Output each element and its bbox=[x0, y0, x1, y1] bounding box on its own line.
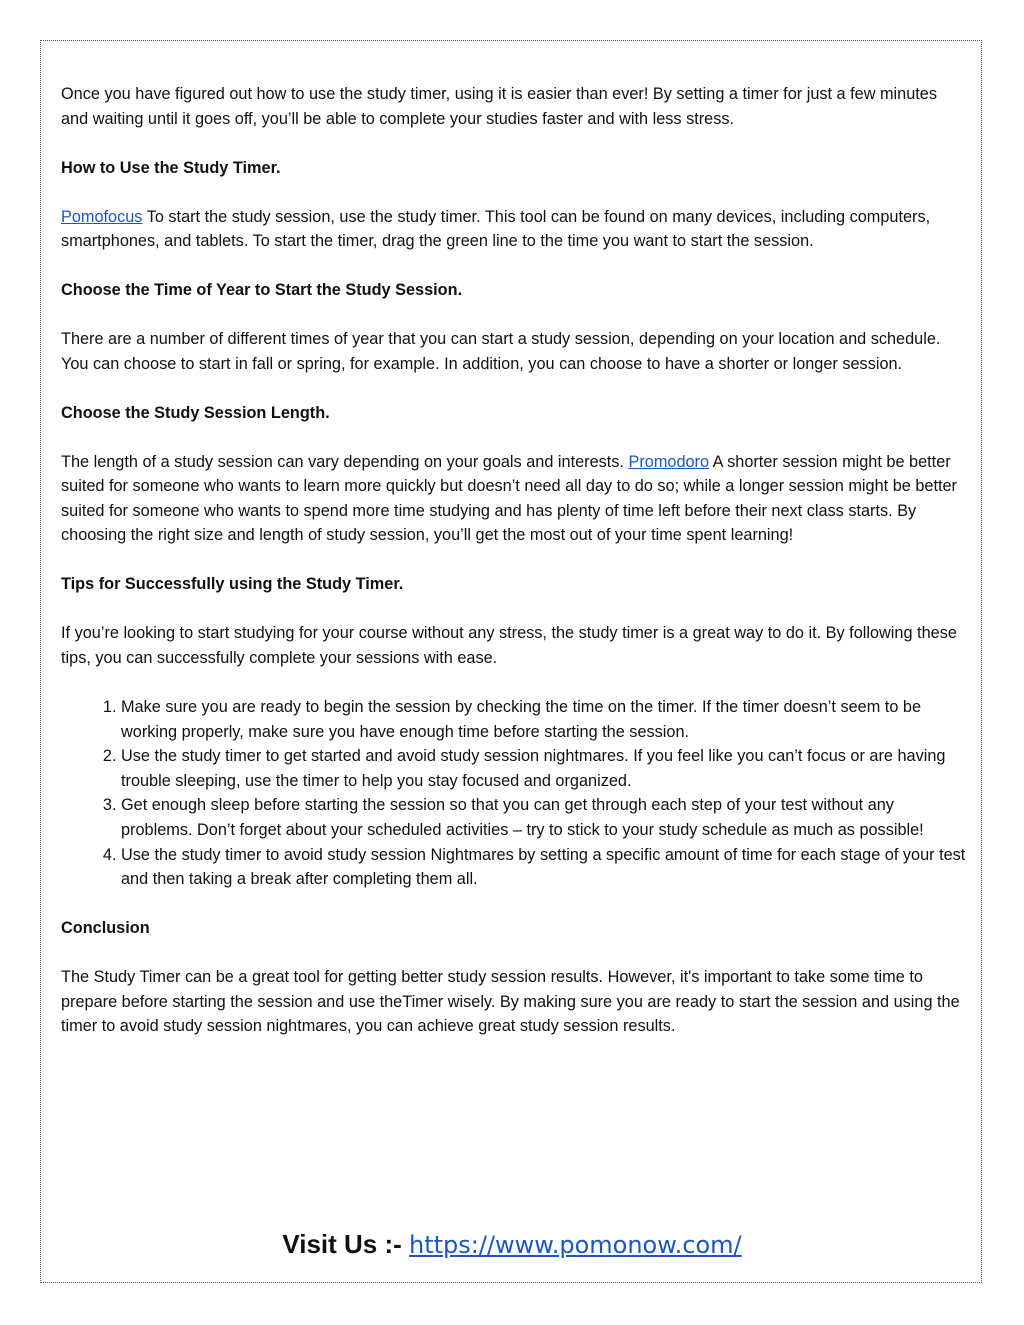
intro-paragraph: Once you have figured out how to use the study timer, using it is easier than ever! By setting a timer for just a few minutes and waiting until it goes off, you’ll be able to complete your studies faster and with less stress. bbox=[61, 85, 938, 128]
how-to-use-paragraph bbox=[61, 205, 966, 254]
list-item: 4. Use the study timer to avoid study session Nightmares by setting a specific amount of time for each stage of your test and then taking a break after completing them all. bbox=[121, 843, 966, 892]
session-length-text-after: A shorter session might be better suited for someone who wants to learn more quickly but doesn’t need all day to do so; while a longer session might be better suited for someone who wants to spend more time studying and has plenty of time left before their next class starts. By choosing the right size and length of study session, you’ll get the most out of your time spent learning! bbox=[61, 452, 957, 545]
list-item: 3. Get enough sleep before starting the session so that you can get through each step of your test without any problems. Don’t forget about your scheduled activities – try to stick to your study schedule as much as possible! bbox=[121, 793, 966, 842]
website-link[interactable]: https://www.pomonow.com/ bbox=[409, 1231, 742, 1259]
heading-conclusion: Conclusion bbox=[61, 919, 150, 938]
pomofocus-link[interactable]: Pomofocus bbox=[61, 207, 143, 226]
conclusion-paragraph: The Study Timer can be a great tool for getting better study session results. However, it's important to take some time to prepare before starting the session and use theTimer wisely. By making sure you are ready to start the session and using the timer to avoid study session nightmares, you can achieve great study session results. bbox=[61, 968, 960, 1036]
heading-tips: Tips for Successfully using the Study Timer. bbox=[61, 575, 404, 594]
session-length-paragraph bbox=[61, 450, 966, 548]
visit-footer bbox=[0, 1226, 1024, 1263]
how-to-use-text: To start the study session, use the study timer. This tool can be found on many devices, including computers, smartphones, and tablets. To start the timer, drag the green line to the time you want to start the session. bbox=[61, 207, 931, 251]
tips-paragraph: If you’re looking to start studying for your course without any stress, the study timer is a great way to do it. By following these tips, you can successfully complete your sessions with ease. bbox=[61, 624, 957, 668]
promodoro-link[interactable]: Promodoro bbox=[628, 452, 710, 471]
tips-list bbox=[61, 695, 966, 892]
document-body bbox=[61, 82, 966, 1063]
heading-time-of-year: Choose the Time of Year to Start the Study Session. bbox=[61, 281, 463, 300]
heading-how-to-use: How to Use the Study Timer. bbox=[61, 158, 281, 177]
session-length-text-before: The length of a study session can vary depending on your goals and interests. bbox=[61, 452, 629, 471]
list-item: 1. Make sure you are ready to begin the session by checking the time on the timer. If the timer doesn’t seem to be working properly, make sure you have enough time before starting the session. bbox=[121, 695, 966, 744]
list-item: 2. Use the study timer to get started and avoid study session nightmares. If you feel like you can’t focus or are having trouble sleeping, use the timer to help you stay focused and organized. bbox=[121, 744, 966, 793]
heading-session-length: Choose the Study Session Length. bbox=[61, 403, 330, 422]
visit-label: Visit Us :- bbox=[282, 1229, 402, 1259]
time-of-year-paragraph: There are a number of different times of year that you can start a study session, depending on your location and schedule. You can choose to start in fall or spring, for example. In addition, you can choose to have a shorter or longer session. bbox=[61, 330, 941, 373]
